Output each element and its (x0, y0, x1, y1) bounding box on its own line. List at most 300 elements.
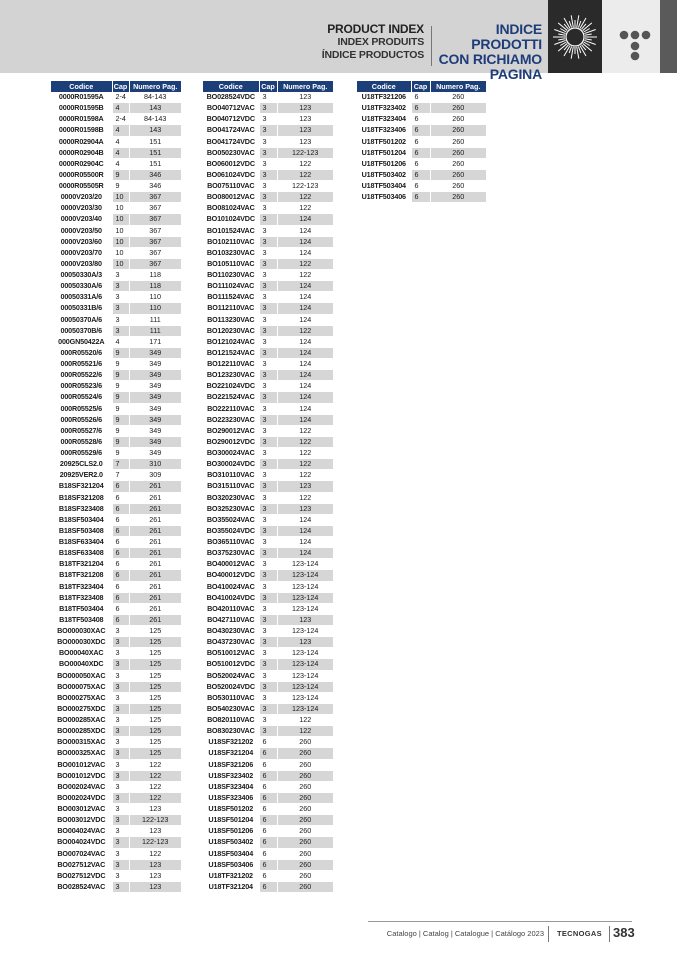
cell-code: BO410024VAC (203, 581, 259, 592)
cell-page: 349 (129, 392, 181, 403)
cell-code: BO000030XAC (51, 626, 112, 637)
cell-code: 0000R05500R (51, 169, 112, 180)
table-row (203, 503, 333, 514)
cell-code: U18SF323402 (203, 770, 259, 781)
cell-cap: 6 (259, 781, 277, 792)
table-row (357, 158, 486, 169)
cell-cap: 6 (411, 136, 430, 147)
column-header-code: Codice (51, 81, 112, 92)
cell-code: U18SF321206 (203, 759, 259, 770)
cell-code: BO222110VAC (203, 403, 259, 414)
table-row (203, 637, 333, 648)
cell-cap: 3 (259, 325, 277, 336)
table-row (357, 136, 486, 147)
table-row (203, 325, 333, 336)
cell-code: U18TF501202 (357, 136, 411, 147)
cell-code: BO112110VAC (203, 303, 259, 314)
cell-cap: 3 (259, 726, 277, 737)
table-row (51, 525, 181, 536)
cell-code: BO000050XAC (51, 670, 112, 681)
cell-cap: 9 (112, 359, 129, 370)
cell-code: B18SF633408 (51, 548, 112, 559)
cell-code: 000R05528/6 (51, 436, 112, 447)
cell-code: BO320230VAC (203, 492, 259, 503)
table-row (203, 370, 333, 381)
cell-cap: 3 (112, 748, 129, 759)
cell-page: 309 (129, 470, 181, 481)
cell-code: 000R05526/6 (51, 414, 112, 425)
cell-cap: 3 (112, 659, 129, 670)
cell-cap: 3 (112, 703, 129, 714)
table-row (51, 726, 181, 737)
cell-code: BO820110VAC (203, 715, 259, 726)
cell-page: 349 (129, 436, 181, 447)
cell-page: 124 (277, 303, 333, 314)
cell-page: 122 (277, 492, 333, 503)
header-titles (300, 22, 424, 61)
table-row (203, 292, 333, 303)
cell-code: BO080012VAC (203, 192, 259, 203)
column-header-cap: Cap (113, 82, 128, 91)
cell-code: U18SF501202 (203, 804, 259, 815)
table-row (51, 603, 181, 614)
cell-cap: 3 (259, 203, 277, 214)
cell-cap: 3 (259, 103, 277, 114)
cell-page: 260 (430, 92, 486, 103)
cell-cap: 6 (411, 181, 430, 192)
cell-code: BO027512VAC (51, 859, 112, 870)
cell-cap: 6 (112, 525, 129, 536)
cell-page: 122 (129, 759, 181, 770)
table-row (203, 136, 333, 147)
cell-code: U18TF503406 (357, 192, 411, 203)
cell-code: BO221524VAC (203, 392, 259, 403)
table-row (51, 136, 181, 147)
cell-cap: 3 (259, 448, 277, 459)
cell-cap: 3 (259, 525, 277, 536)
cell-page: 260 (277, 770, 333, 781)
table-row (203, 425, 333, 436)
table-row (203, 125, 333, 136)
cell-page: 349 (129, 425, 181, 436)
cell-cap: 6 (259, 870, 277, 881)
footer-separator (609, 926, 610, 942)
cell-code: BO000275XDC (51, 703, 112, 714)
table-row (357, 103, 486, 114)
cell-cap: 3 (112, 325, 129, 336)
table-row (203, 804, 333, 815)
cell-cap: 3 (259, 147, 277, 158)
cell-page: 261 (129, 525, 181, 536)
table-row (51, 392, 181, 403)
cell-page: 171 (129, 336, 181, 347)
table-row (203, 770, 333, 781)
cell-page: 261 (129, 581, 181, 592)
cell-cap: 6 (112, 592, 129, 603)
cell-code: U18TF323402 (357, 103, 411, 114)
cell-cap: 3 (259, 303, 277, 314)
cell-code: BO121524VAC (203, 347, 259, 358)
table-header-row (357, 81, 486, 92)
table-row (51, 670, 181, 681)
cell-page: 125 (129, 681, 181, 692)
cell-code: 000R05522/6 (51, 370, 112, 381)
cell-cap: 3 (259, 559, 277, 570)
cell-cap: 3 (259, 681, 277, 692)
cell-page: 260 (430, 147, 486, 158)
table-row (357, 125, 486, 136)
column-header-cap: Cap (411, 81, 430, 92)
table-row (203, 781, 333, 792)
cell-page: 125 (129, 715, 181, 726)
cell-page: 260 (277, 870, 333, 881)
cell-code: BO355024VAC (203, 514, 259, 525)
cell-page: 122 (129, 770, 181, 781)
cell-page: 123 (277, 92, 333, 103)
column-header-page: Numero Pag. (430, 81, 486, 92)
cell-code: BO520024VDC (203, 681, 259, 692)
cell-code: 00050370A/6 (51, 314, 112, 325)
cell-code: BO101024VDC (203, 214, 259, 225)
cell-code: BO221024VDC (203, 381, 259, 392)
cell-code: BO223230VAC (203, 414, 259, 425)
cell-page: 260 (430, 158, 486, 169)
table-row (51, 492, 181, 503)
cell-page: 124 (277, 281, 333, 292)
cell-cap: 3 (259, 292, 277, 303)
table-row (203, 492, 333, 503)
cell-cap: 7 (112, 459, 129, 470)
cell-cap: 9 (112, 381, 129, 392)
cell-page: 261 (129, 481, 181, 492)
table-row (203, 681, 333, 692)
cell-page: 151 (129, 158, 181, 169)
cell-cap: 3 (112, 292, 129, 303)
cell-code: BO003012VDC (51, 815, 112, 826)
cell-code: 00050331B/6 (51, 303, 112, 314)
cell-page: 260 (430, 192, 486, 203)
cell-code: BO081024VAC (203, 203, 259, 214)
cell-page: 122 (277, 169, 333, 180)
table-row (357, 192, 486, 203)
cell-page: 261 (129, 614, 181, 625)
table-row (203, 748, 333, 759)
cell-code: 0000R02904A (51, 136, 112, 147)
cell-page: 260 (277, 748, 333, 759)
cell-code: BO041724VAC (203, 125, 259, 136)
cell-cap: 6 (112, 570, 129, 581)
table-row (203, 347, 333, 358)
cell-page: 124 (277, 403, 333, 414)
table-row (203, 525, 333, 536)
cell-page: 122 (277, 425, 333, 436)
cell-cap: 9 (112, 414, 129, 425)
cell-page: 122 (277, 325, 333, 336)
table-row (203, 414, 333, 425)
table-row (51, 325, 181, 336)
cell-page: 122-123 (277, 181, 333, 192)
cell-cap: 4 (112, 147, 129, 158)
cell-cap: 3 (259, 692, 277, 703)
dots-icon (602, 0, 660, 73)
footer-separator (548, 926, 549, 942)
table-row (51, 715, 181, 726)
table-row (203, 859, 333, 870)
table-row (51, 247, 181, 258)
cell-cap: 6 (259, 804, 277, 815)
cell-code: BO028524VDC (203, 92, 259, 103)
cell-page: 349 (129, 403, 181, 414)
table-row (203, 670, 333, 681)
cell-cap: 3 (259, 336, 277, 347)
cell-code: BO410024VDC (203, 592, 259, 603)
cell-page: 110 (129, 292, 181, 303)
cell-page: 124 (277, 514, 333, 525)
cell-page: 123-124 (277, 559, 333, 570)
cell-page: 118 (129, 281, 181, 292)
cell-page: 118 (129, 270, 181, 281)
table-row (203, 870, 333, 881)
cell-cap: 6 (112, 514, 129, 525)
table-row (51, 336, 181, 347)
cell-cap: 3 (259, 503, 277, 514)
cell-cap: 10 (112, 203, 129, 214)
table-row (203, 270, 333, 281)
cell-code: U18TF321202 (203, 870, 259, 881)
table-row (51, 236, 181, 247)
cell-cap: 3 (112, 815, 129, 826)
cell-page: 151 (129, 136, 181, 147)
table-row (51, 681, 181, 692)
cell-cap: 3 (259, 347, 277, 358)
cell-cap: 3 (112, 737, 129, 748)
table-row (51, 281, 181, 292)
table-row (203, 726, 333, 737)
cell-code: BO000030XDC (51, 637, 112, 648)
cell-cap: 3 (259, 481, 277, 492)
cell-code: BO003012VAC (51, 804, 112, 815)
cell-code: BO040712VAC (203, 103, 259, 114)
table-row (51, 637, 181, 648)
column-header-cap: Cap (259, 81, 277, 92)
cell-page: 260 (277, 792, 333, 803)
cell-code: 00050330A/3 (51, 270, 112, 281)
cell-code: BO315110VAC (203, 481, 259, 492)
cell-cap: 2-4 (112, 92, 129, 103)
cell-page: 367 (129, 247, 181, 258)
cell-page: 122 (277, 158, 333, 169)
table-row (51, 815, 181, 826)
table-row (51, 370, 181, 381)
table-row (203, 659, 333, 670)
cell-cap: 3 (259, 626, 277, 637)
cell-code: 0000V203/80 (51, 258, 112, 269)
table-row (357, 92, 486, 103)
cell-page: 125 (129, 626, 181, 637)
cell-cap: 9 (112, 169, 129, 180)
cell-page: 349 (129, 359, 181, 370)
cell-cap: 3 (259, 581, 277, 592)
cell-page: 125 (129, 737, 181, 748)
cell-page: 123 (277, 103, 333, 114)
table-row (203, 192, 333, 203)
cell-cap: 3 (112, 837, 129, 848)
cell-cap: 9 (112, 403, 129, 414)
cell-cap: 6 (411, 92, 430, 103)
table-row (51, 870, 181, 881)
cell-code: U18SF321204 (203, 748, 259, 759)
cell-page: 367 (129, 258, 181, 269)
cell-code: BO027512VDC (51, 870, 112, 881)
table-row (51, 659, 181, 670)
table-row (203, 614, 333, 625)
cell-cap: 10 (112, 192, 129, 203)
cell-cap: 6 (259, 859, 277, 870)
cell-cap: 6 (112, 481, 129, 492)
table-row (203, 703, 333, 714)
cell-code: BO437230VAC (203, 637, 259, 648)
cell-page: 260 (430, 136, 486, 147)
cell-page: 122 (277, 270, 333, 281)
table-row (51, 258, 181, 269)
table-row (51, 181, 181, 192)
cell-cap: 9 (112, 425, 129, 436)
cell-code: 00050331A/6 (51, 292, 112, 303)
table-row (203, 626, 333, 637)
cell-page: 124 (277, 336, 333, 347)
cell-cap: 3 (112, 681, 129, 692)
cell-cap: 3 (112, 859, 129, 870)
table-row (203, 603, 333, 614)
cell-cap: 3 (112, 759, 129, 770)
cell-code: BO075110VAC (203, 181, 259, 192)
table-row (203, 537, 333, 548)
cell-cap: 10 (112, 236, 129, 247)
table-row (51, 425, 181, 436)
cell-code: 0000R05505R (51, 181, 112, 192)
table-row (51, 770, 181, 781)
cell-page: 123-124 (277, 603, 333, 614)
cell-cap: 6 (259, 826, 277, 837)
table-row (51, 881, 181, 892)
cell-page: 122 (129, 781, 181, 792)
cell-page: 122 (277, 470, 333, 481)
cell-cap: 3 (112, 626, 129, 637)
cell-page: 125 (129, 648, 181, 659)
table-row (51, 403, 181, 414)
cell-code: 0000V203/40 (51, 214, 112, 225)
cell-page: 261 (129, 548, 181, 559)
title-it-line1: INDICE PRODOTTI (471, 21, 542, 52)
cell-cap: 3 (259, 459, 277, 470)
cell-code: BO000315XAC (51, 737, 112, 748)
cell-code: U18TF503404 (357, 181, 411, 192)
cell-page: 124 (277, 236, 333, 247)
cell-code: 0000R02904B (51, 147, 112, 158)
cell-cap: 6 (259, 737, 277, 748)
cell-cap: 3 (112, 715, 129, 726)
cell-code: BO061024VDC (203, 169, 259, 180)
cell-cap: 3 (259, 281, 277, 292)
cell-code: 000R05529/6 (51, 448, 112, 459)
table-row (51, 314, 181, 325)
table-row (203, 203, 333, 214)
cell-code: 0000V203/60 (51, 236, 112, 247)
table-row (203, 214, 333, 225)
cell-cap: 3 (112, 281, 129, 292)
cell-code: BO520024VAC (203, 670, 259, 681)
cell-cap: 3 (259, 314, 277, 325)
table-row (51, 514, 181, 525)
cell-cap: 3 (112, 270, 129, 281)
cell-code: BO002024VDC (51, 792, 112, 803)
cell-code: BO00040XAC (51, 648, 112, 659)
cell-cap: 6 (259, 837, 277, 848)
cell-code: U18SF503402 (203, 837, 259, 848)
cell-code: B18SF321208 (51, 492, 112, 503)
table-row (51, 292, 181, 303)
table-row (203, 481, 333, 492)
table-row (357, 169, 486, 180)
cell-code: BO325230VAC (203, 503, 259, 514)
cell-code: BO102110VAC (203, 236, 259, 247)
table-row (203, 881, 333, 892)
table-row (51, 570, 181, 581)
table-row (51, 359, 181, 370)
table-row (357, 181, 486, 192)
cell-page: 84-143 (129, 92, 181, 103)
cell-code: BO001012VAC (51, 759, 112, 770)
header-accent-bar (660, 0, 677, 73)
cell-page: 261 (129, 537, 181, 548)
cell-cap: 3 (259, 114, 277, 125)
cell-page: 111 (129, 314, 181, 325)
cell-page: 122 (277, 258, 333, 269)
cell-page: 123-124 (277, 626, 333, 637)
cell-code: BO355024VDC (203, 525, 259, 536)
table-row (51, 347, 181, 358)
cell-cap: 3 (112, 770, 129, 781)
title-es: ÍNDICE PRODUCTOS (321, 48, 424, 61)
table-row (51, 826, 181, 837)
cell-code: BO060012VDC (203, 158, 259, 169)
cell-page: 123-124 (277, 581, 333, 592)
cell-code: 0000V203/20 (51, 192, 112, 203)
cell-cap: 6 (411, 114, 430, 125)
table-row (203, 258, 333, 269)
table-row (357, 147, 486, 158)
cell-code: BO001012VDC (51, 770, 112, 781)
cell-page: 367 (129, 236, 181, 247)
cell-code: B18TF503404 (51, 603, 112, 614)
table-row (203, 715, 333, 726)
cell-page: 261 (129, 570, 181, 581)
cell-cap: 6 (112, 492, 129, 503)
cell-code: BO028524VAC (51, 881, 112, 892)
cell-cap: 3 (259, 359, 277, 370)
table-row (51, 92, 181, 103)
table-row (51, 848, 181, 859)
cell-cap: 6 (112, 581, 129, 592)
cell-page: 124 (277, 347, 333, 358)
cell-cap: 3 (112, 848, 129, 859)
table-row (51, 804, 181, 815)
cell-cap: 3 (112, 792, 129, 803)
cell-code: BO000075XAC (51, 681, 112, 692)
cell-code: 000R05520/6 (51, 347, 112, 358)
cell-page: 122 (277, 203, 333, 214)
cell-page: 260 (277, 848, 333, 859)
